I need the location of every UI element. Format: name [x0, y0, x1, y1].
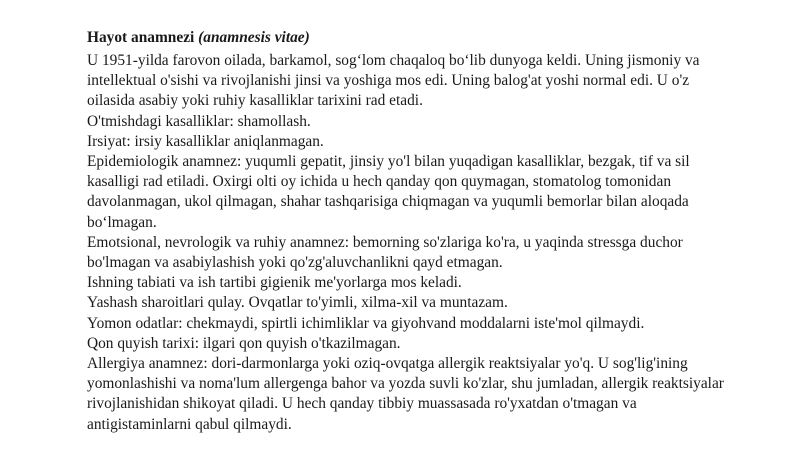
paragraph-bad-habits: Yomon odatlar: chekmaydi, spirtli ichimliklar va giyohvand moddalarni iste'mol qilmaydi. [87, 314, 645, 332]
document-body [87, 28, 727, 435]
paragraph-epidemiological: Epidemiologik anamnez: yuqumli gepatit, jinsiy yo'l bilan yuqadigan kasalliklar, bezgak, tif va sil kasalligi rad etiladi. Oxirgi olti oy ichida u hech qanday qon quymagan, stomatolog tomonidan davolanmagan, ukol qilmagan, shahar tashqarisiga chiqmagan va yuqumli bemorlar bilan aloqada bo‘lmagan. [87, 153, 690, 231]
paragraph-past-diseases: O'tmishdagi kasalliklar: shamollash. [87, 112, 311, 130]
paragraph-work-conditions: Ishning tabiati va ish tartibi gigienik me'yorlarga mos keladi. [87, 274, 462, 292]
paragraph-living-conditions: Yashash sharoitlari qulay. Ovqatlar to'yimli, xilma-xil va muntazam. [87, 294, 508, 312]
heading-title: Hayot anamnezi [87, 29, 195, 46]
paragraph-transfusion-history: Qon quyish tarixi: ilgari qon quyish o'tkazilmagan. [87, 334, 401, 352]
paragraph-birth-development: U 1951-yilda farovon oilada, barkamol, sog‘lom chaqaloq bo‘lib dunyoga keldi. Uning jismoniy va intellektual o'sishi va rivojlanishi jinsi va yoshiga mos edi. Uning balog'at yoshi normal edi. U o'z oilasida asabiy yoki ruhiy kasalliklar tarixini rad etadi. [87, 52, 700, 110]
heading-latin-term: (anamnesis vitae) [198, 29, 310, 46]
section-heading [87, 28, 727, 48]
paragraph-allergy-history: Allergiya anamnez: dori-darmonlarga yoki oziq-ovqatga allergik reaktsiyalar yo'q. U sog'lig'ining yomonlashishi va noma'lum allergenga bahor va yozda suvli ko'zlar, shu jumladan, allergik reaktsiyalar rivojlanishidan shikoyat qiladi. U hech qanday tibbiy muassasada ro'yxatdan o'tmagan va antigistaminlarni qabul qilmaydi. [87, 355, 724, 433]
paragraph-emotional-neurological: Emotsional, nevrologik va ruhiy anamnez: bemorning so'zlariga ko'ra, u yaqinda stressga duchor bo'lmagan va asabiylashish yoki qo'zg'aluvchanlikni qayd etmagan. [87, 233, 683, 272]
paragraph-heredity: Irsiyat: irsiy kasalliklar aniqlanmagan. [87, 132, 324, 150]
